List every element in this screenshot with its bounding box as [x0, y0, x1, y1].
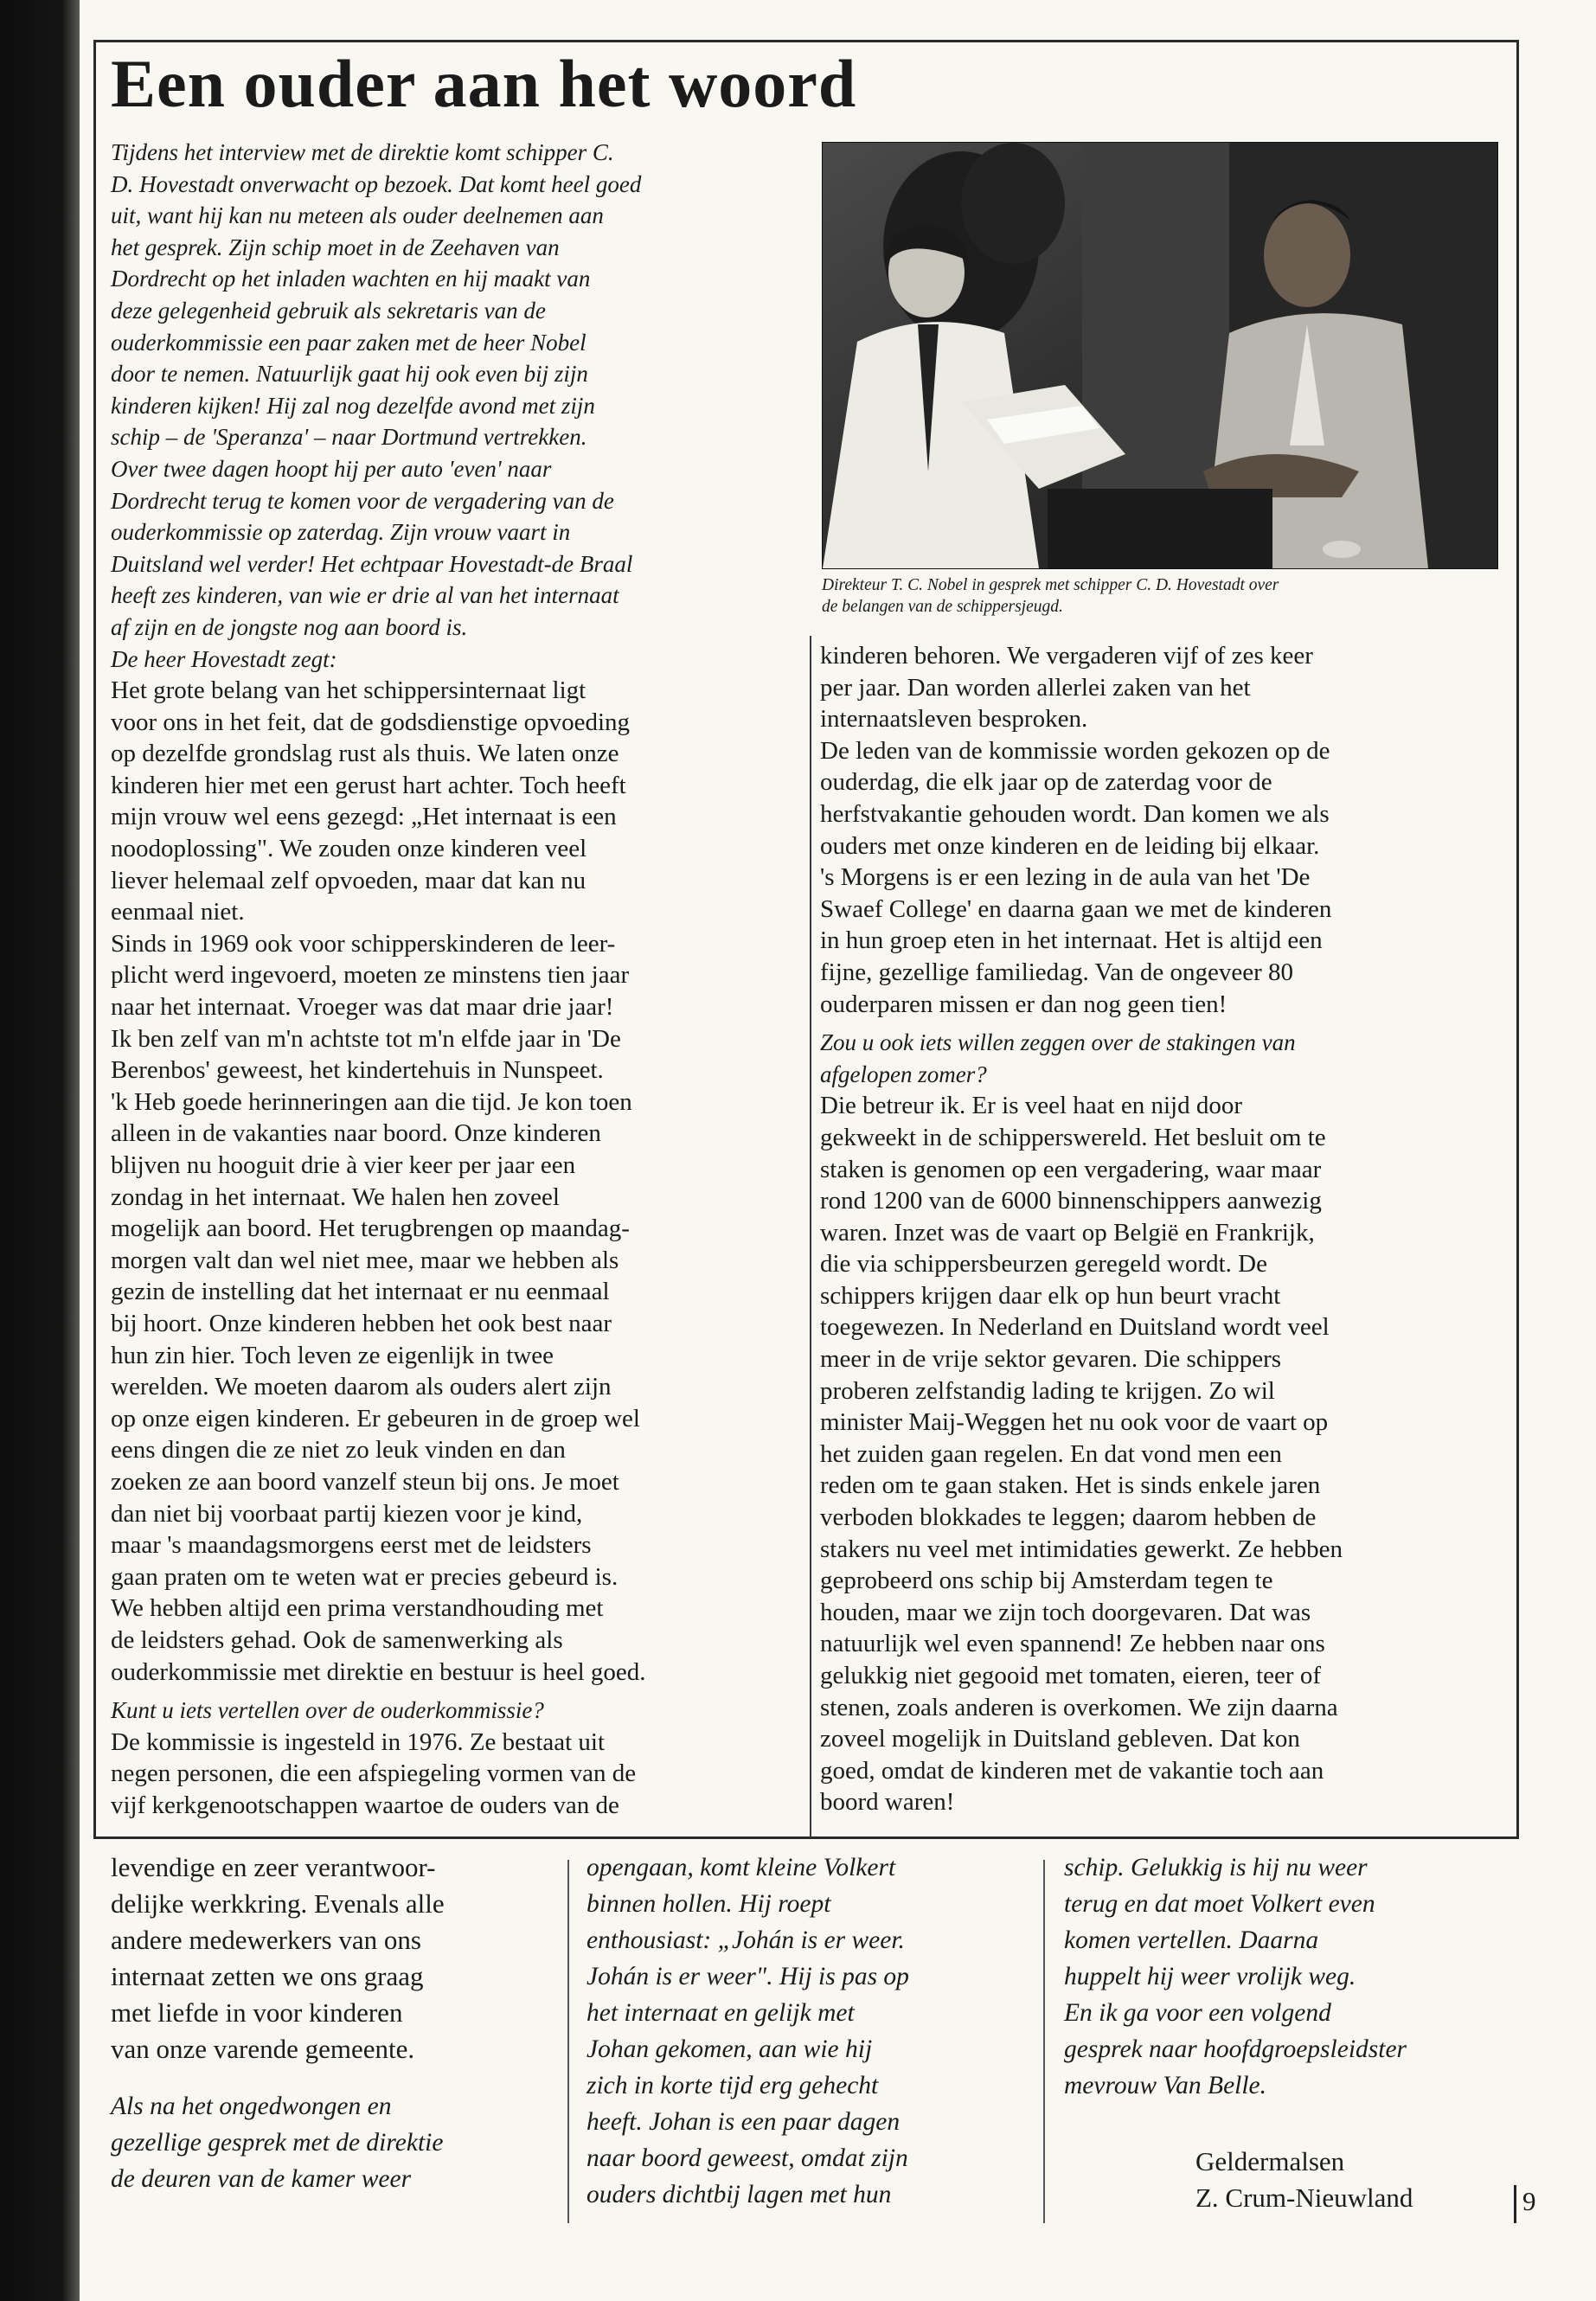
body-line: reden om te gaan staken. Het is sinds enkele jaren — [820, 1471, 1321, 1500]
signature — [1195, 2144, 1413, 2216]
body-line: plicht werd ingevoerd, moeten ze minstens tien jaar — [111, 961, 630, 990]
italic-line: naar boord geweest, omdat zijn — [586, 2144, 908, 2172]
section-divider — [93, 1837, 1519, 1839]
intro-line: af zijn en de jongste nog aan boord is. — [111, 613, 468, 640]
question-line: afgelopen zomer? — [820, 1061, 987, 1087]
continuation-italic — [1064, 1849, 1514, 2104]
right-column — [820, 640, 1503, 1818]
body-line: We hebben altijd een prima verstandhouding met — [111, 1594, 604, 1623]
body-line: de leidsters gehad. Ook de samenwerking als — [111, 1625, 563, 1654]
body-line: waren. Inzet was de vaart op België en Frankrijk, — [820, 1218, 1315, 1247]
body-line: gaan praten om te weten wat er precies gebeurd is. — [111, 1562, 619, 1591]
body-line: eenmaal niet. — [111, 898, 245, 926]
body-line: blijven nu hooguit drie à vier keer per jaar een — [111, 1151, 576, 1179]
intro-paragraph — [111, 137, 803, 675]
body-line: ouderkommissie met direktie en bestuur is heel goed. — [111, 1657, 646, 1686]
body-line: kinderen behoren. We vergaderen vijf of zes keer — [820, 642, 1313, 670]
continuation-italic — [111, 2088, 561, 2197]
intro-line: het gesprek. Zijn schip moet in de Zeehaven van — [111, 234, 560, 260]
body-line: mogelijk aan boord. Het terugbrengen op maandag- — [111, 1215, 630, 1243]
body-line: dan niet bij voorbaat partij kiezen voor je kind, — [111, 1499, 583, 1528]
body-line: Berenbos' geweest, het kindertehuis in Nunspeet. — [111, 1056, 604, 1085]
caption-line: de belangen van de schippersjeugd. — [822, 598, 1063, 616]
body-line: eens dingen die ze niet zo leuk vinden en dan — [111, 1436, 566, 1465]
body-line: gezin de instelling dat het internaat er nu eenmaal — [111, 1278, 610, 1306]
body-line: ouders met onze kinderen en de leiding bij elkaar. — [820, 831, 1320, 860]
intro-line: uit, want hij kan nu meteen als ouder deelnemen aan — [111, 202, 604, 229]
question-stakingen — [820, 1027, 1503, 1090]
intro-line: Tijdens het interview met de direktie komt schipper C. — [111, 139, 614, 165]
continuation-column-2 — [586, 1849, 1036, 2213]
body-line: internaat zetten we ons graag — [111, 1961, 424, 1991]
italic-line: En ik ga voor een volgend — [1064, 1999, 1331, 2027]
continuation-column-1 — [111, 1849, 561, 2197]
body-line: andere medewerkers van ons — [111, 1925, 421, 1955]
body-line: liever helemaal zelf opvoeden, maar dat kan nu — [111, 866, 586, 894]
italic-line: Johan gekomen, aan wie hij — [586, 2035, 873, 2063]
italic-line: gezellige gesprek met de direktie — [111, 2129, 444, 2157]
body-line: goed, omdat de kinderen met de vakantie toch aan — [820, 1756, 1324, 1785]
continuation-text — [111, 1849, 561, 2067]
intro-line: door te nemen. Natuurlijk gaat hij ook even bij zijn — [111, 361, 588, 388]
left-body — [111, 675, 803, 1688]
body-line: op onze eigen kinderen. Er gebeuren in de groep wel — [111, 1404, 640, 1433]
body-line: schippers krijgen daar elk op hun beurt vracht — [820, 1281, 1281, 1310]
left-column — [111, 137, 803, 1821]
intro-line: ouderkommissie een paar zaken met de heer Nobel — [111, 329, 586, 356]
intro-line: Over twee dagen hoopt hij per auto 'even' naar — [111, 455, 552, 482]
scan-edge — [0, 0, 80, 2301]
body-line: staken is genomen op een vergadering, waar maar — [820, 1155, 1322, 1183]
body-line: zoeken ze aan boord vanzelf steun bij ons. Je moet — [111, 1467, 619, 1496]
italic-line: ouders dichtbij lagen met hun — [586, 2181, 892, 2208]
italic-line: komen vertellen. Daarna — [1064, 1926, 1319, 1954]
italic-line: zich in korte tijd erg gehecht — [586, 2072, 879, 2099]
body-line: van onze varende gemeente. — [111, 2034, 415, 2064]
body-line: voor ons in het feit, dat de godsdienstige opvoeding — [111, 708, 631, 736]
body-line: houden, maar we zijn toch doorgevaren. Dat was — [820, 1598, 1311, 1626]
body-line: morgen valt dan wel niet mee, maar we hebben als — [111, 1246, 619, 1274]
intro-line: Dordrecht op het inladen wachten en hij maakt van — [111, 266, 591, 292]
body-line: op dezelfde grondslag rust als thuis. We laten onze — [111, 740, 619, 768]
body-line: 'k Heb goede herinneringen aan die tijd. Je kon toen — [111, 1087, 632, 1116]
body-line: met liefde in voor kinderen — [111, 1997, 403, 2028]
answer-ouderkommissie-start — [111, 1727, 803, 1822]
question-ouderkommissie: Kunt u iets vertellen over de ouderkommissie? — [111, 1697, 544, 1724]
column-divider — [567, 1860, 569, 2223]
body-line: herfstvakantie gehouden wordt. Dan komen we als — [820, 799, 1330, 828]
body-line: fijne, gezellige familiedag. Van de ongeveer 80 — [820, 958, 1294, 986]
body-line: zondag in het internaat. We halen hen zoveel — [111, 1183, 560, 1211]
intro-line: De heer Hovestadt zegt: — [111, 645, 337, 672]
italic-line: enthousiast: „Johán is er weer. — [586, 1926, 905, 1954]
body-line: alleen in de vakanties naar boord. Onze kinderen — [111, 1119, 601, 1148]
body-line: per jaar. Dan worden allerlei zaken van het — [820, 673, 1251, 702]
body-line: bij hoort. Onze kinderen hebben het ook best naar — [111, 1309, 612, 1337]
body-line: natuurlijk wel even spannend! Ze hebben naar ons — [820, 1630, 1325, 1658]
italic-line: terug en dat moet Volkert even — [1064, 1890, 1375, 1918]
body-line: stenen, zoals anderen is overkomen. We zijn daarna — [820, 1693, 1338, 1721]
intro-line: heeft zes kinderen, van wie er drie al van het internaat — [111, 582, 619, 609]
answer-ouderkommissie-cont — [820, 640, 1503, 1020]
continuation-italic — [586, 1849, 1036, 2213]
italic-line: huppelt hij weer vrolijk weg. — [1064, 1963, 1356, 1990]
column-divider — [1043, 1860, 1045, 2223]
italic-line: mevrouw Van Belle. — [1064, 2072, 1267, 2099]
page-number: 9 — [1522, 2186, 1536, 2216]
body-line: die via schippersbeurzen geregeld wordt. De — [820, 1250, 1267, 1279]
body-line: werelden. We moeten daarom als ouders alert zijn — [111, 1373, 612, 1401]
body-line: hun zin hier. Toch leven ze eigenlijk in twee — [111, 1341, 554, 1369]
body-line: levendige en zeer verantwoor- — [111, 1852, 436, 1882]
intro-line: schip – de 'Speranza' – naar Dortmund vertrekken. — [111, 424, 587, 451]
body-line: noodoplossing". We zouden onze kinderen veel — [111, 835, 587, 863]
body-line: Ik ben zelf van m'n achtste tot m'n elfde jaar in 'De — [111, 1024, 621, 1053]
body-line: gelukkig niet gegooid met tomaten, eieren, teer of — [820, 1662, 1321, 1689]
body-line: internaatsleven besproken. — [820, 705, 1088, 734]
body-line: De kommissie is ingesteld in 1976. Ze bestaat uit — [111, 1727, 606, 1756]
article-title: Een ouder aan het woord — [111, 46, 857, 121]
photo-interview — [822, 142, 1498, 569]
italic-line: heeft. Johan is een paar dagen — [586, 2108, 901, 2136]
intro-line: D. Hovestadt onverwacht op bezoek. Dat komt heel goed — [111, 170, 642, 197]
intro-line: Duitsland wel verder! Het echtpaar Hovestadt-de Braal — [111, 550, 633, 577]
body-line: Swaef College' en daarna gaan we met de kinderen — [820, 894, 1332, 923]
body-line: Het grote belang van het schippersinternaat ligt — [111, 676, 586, 705]
continuation-column-3 — [1064, 1849, 1514, 2104]
body-line: ouderparen missen er dan nog geen tien! — [820, 990, 1227, 1018]
body-line: kinderen hier met een gerust hart achter. Toch heeft — [111, 771, 626, 799]
body-line: in hun groep eten in het internaat. Het is altijd een — [820, 926, 1323, 955]
intro-line: Dordrecht terug te komen voor de vergadering van de — [111, 487, 614, 514]
question-line: Zou u ook iets willen zeggen over de stakingen van — [820, 1029, 1296, 1056]
body-line: De leden van de kommissie worden gekozen op de — [820, 736, 1330, 765]
body-line: gekweekt in de schipperswereld. Het besluit om te — [820, 1123, 1326, 1151]
body-line: boord waren! — [820, 1788, 955, 1817]
body-line: naar het internaat. Vroeger was dat maar drie jaar! — [111, 993, 614, 1022]
body-line: Sinds in 1969 ook voor schipperskinderen de leer- — [111, 929, 616, 958]
intro-line: deze gelegenheid gebruik als sekretaris van de — [111, 297, 546, 324]
italic-line: het internaat en gelijk met — [586, 1999, 855, 2027]
body-line: geprobeerd ons schip bij Amsterdam tegen te — [820, 1567, 1273, 1595]
body-line: proberen zelfstandig lading te krijgen. Zo wil — [820, 1376, 1275, 1405]
italic-line: Als na het ongedwongen en — [111, 2093, 392, 2120]
body-line: meer in de vrije sektor gevaren. Die schippers — [820, 1345, 1282, 1374]
body-line: stakers nu veel met intimidaties gewerkt. Ze hebben — [820, 1535, 1343, 1563]
body-line: negen personen, die een afspiegeling vormen van de — [111, 1759, 637, 1788]
body-line: mijn vrouw wel eens gezegd: „Het internaat is een — [111, 803, 617, 831]
page-number-bar — [1514, 2185, 1516, 2223]
body-line: zoveel mogelijk in Duitsland gebleven. Dat kon — [820, 1725, 1300, 1753]
italic-line: binnen hollen. Hij roept — [586, 1890, 831, 1918]
italic-line: Johán is er weer". Hij is pas op — [586, 1963, 909, 1990]
body-line: toegewezen. In Nederland en Duitsland wordt veel — [820, 1313, 1330, 1342]
body-line: verboden blokkades te leggen; daarom hebben de — [820, 1503, 1317, 1532]
signature-place: Geldermalsen — [1195, 2146, 1345, 2176]
signature-name: Z. Crum-Nieuwland — [1195, 2182, 1413, 2213]
italic-line: opengaan, komt kleine Volkert — [586, 1854, 896, 1881]
body-line: maar 's maandagsmorgens eerst met de leidsters — [111, 1531, 592, 1560]
intro-line: ouderkommissie op zaterdag. Zijn vrouw vaart in — [111, 519, 571, 546]
intro-line: kinderen kijken! Hij zal nog dezelfde avond met zijn — [111, 392, 595, 419]
photo-caption — [822, 574, 1497, 618]
body-line: het zuiden gaan regelen. En dat vond men een — [820, 1439, 1282, 1468]
body-line: rond 1200 van de 6000 binnenschippers aanwezig — [820, 1187, 1322, 1215]
body-line: minister Maij-Weggen het nu ook voor de vaart op — [820, 1408, 1329, 1437]
italic-line: schip. Gelukkig is hij nu weer — [1064, 1854, 1368, 1881]
answer-stakingen — [820, 1090, 1503, 1818]
photo-two-men-icon — [823, 143, 1497, 568]
body-line: delijke werkkring. Evenals alle — [111, 1888, 445, 1919]
body-line: vijf kerkgenootschappen waartoe de ouders van de — [111, 1791, 619, 1819]
body-line: Die betreur ik. Er is veel haat en nijd door — [820, 1092, 1243, 1120]
italic-line: de deuren van de kamer weer — [111, 2165, 412, 2193]
caption-line: Direkteur T. C. Nobel in gesprek met schipper C. D. Hovestadt over — [822, 576, 1279, 594]
column-divider — [810, 636, 811, 1838]
italic-line: gesprek naar hoofdgroepsleidster — [1064, 2035, 1407, 2063]
body-line: ouderdag, die elk jaar op de zaterdag voor de — [820, 768, 1272, 797]
body-line: 's Morgens is er een lezing in de aula van het 'De — [820, 863, 1311, 892]
